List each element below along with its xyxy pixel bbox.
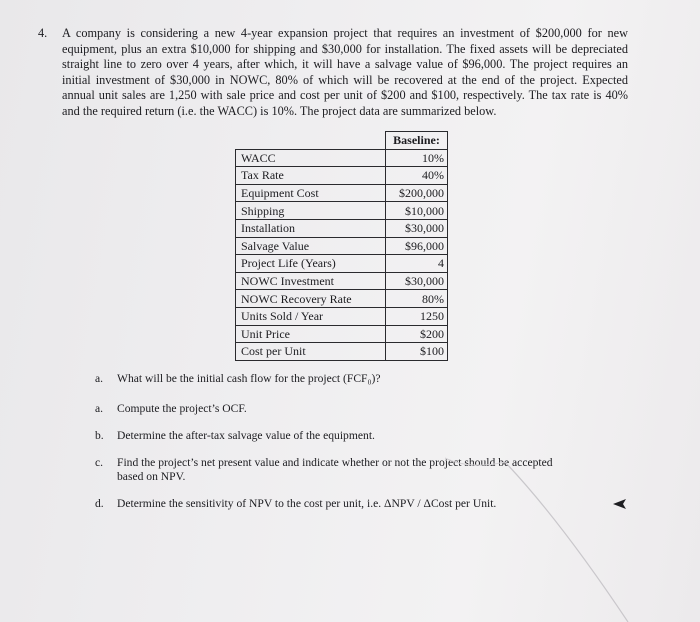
question-text-continued: based on NPV.	[117, 470, 186, 483]
question-text: Determine the after-tax salvage value of the equipment.	[117, 429, 375, 442]
question-marker: d.	[95, 497, 104, 510]
row-label-unit-price: Unit Price	[236, 325, 386, 343]
row-value-nowc-investment: $30,000	[386, 272, 448, 290]
row-value-nowc-recovery-rate: 80%	[386, 290, 448, 308]
row-label-tax-rate: Tax Rate	[236, 167, 386, 185]
question-text: Determine the sensitivity of NPV to the cost per unit, i.e. ΔNPV / ΔCost per Unit.	[117, 497, 497, 510]
question-number: 4.	[38, 26, 48, 40]
row-value-installation: $30,000	[386, 219, 448, 237]
question-marker: b.	[95, 429, 104, 442]
row-label-nowc-investment: NOWC Investment	[236, 272, 386, 290]
row-value-salvage-value: $96,000	[386, 237, 448, 255]
row-value-units-sold: 1250	[386, 307, 448, 325]
question-text: Find the project’s net present value and indicate whether or not the project should be accepted	[117, 456, 553, 469]
question-marker: a.	[95, 372, 104, 385]
row-label-shipping: Shipping	[236, 202, 386, 220]
question-marker: c.	[95, 456, 104, 469]
row-value-equipment-cost: $200,000	[386, 184, 448, 202]
cursor-arrow-icon	[612, 498, 628, 510]
question-marker: a.	[95, 402, 104, 415]
row-label-units-sold: Units Sold / Year	[236, 307, 386, 325]
problem-statement: A company is considering a new 4-year expansion project that requires an investment of $200,000 for new equipment, plus an extra $10,000 for shipping and $30,000 for installation. The fixed assets will be depreciated straight line to zero over 4 years, after which, it will have a salvage value of $96,000. The project requires an initial investment of $30,000 in NOWC, 80% of which will be recovered at the end of the project. Expected annual unit sales are 1,250 with sale price and cost per unit of $200 and $100, respectively. The tax rate is 40% and the required return (i.e. the WACC) is 10%. The project data are summarized below.	[62, 26, 628, 118]
row-label-salvage-value: Salvage Value	[236, 237, 386, 255]
row-value-wacc: 10%	[386, 149, 448, 167]
row-label-installation: Installation	[236, 219, 386, 237]
baseline-header: Baseline:	[386, 132, 448, 150]
row-label-nowc-recovery-rate: NOWC Recovery Rate	[236, 290, 386, 308]
row-label-cost-per-unit: Cost per Unit	[236, 343, 386, 361]
row-label-equipment-cost: Equipment Cost	[236, 184, 386, 202]
row-label-wacc: WACC	[236, 149, 386, 167]
row-value-shipping: $10,000	[386, 202, 448, 220]
question-text: Compute the project’s OCF.	[117, 402, 247, 415]
row-label-project-life: Project Life (Years)	[236, 255, 386, 273]
row-value-tax-rate: 40%	[386, 167, 448, 185]
question-text: What will be the initial cash flow for the project (FCF₀)?	[117, 372, 381, 385]
row-value-unit-price: $200	[386, 325, 448, 343]
row-value-cost-per-unit: $100	[386, 343, 448, 361]
row-value-project-life: 4	[386, 255, 448, 273]
